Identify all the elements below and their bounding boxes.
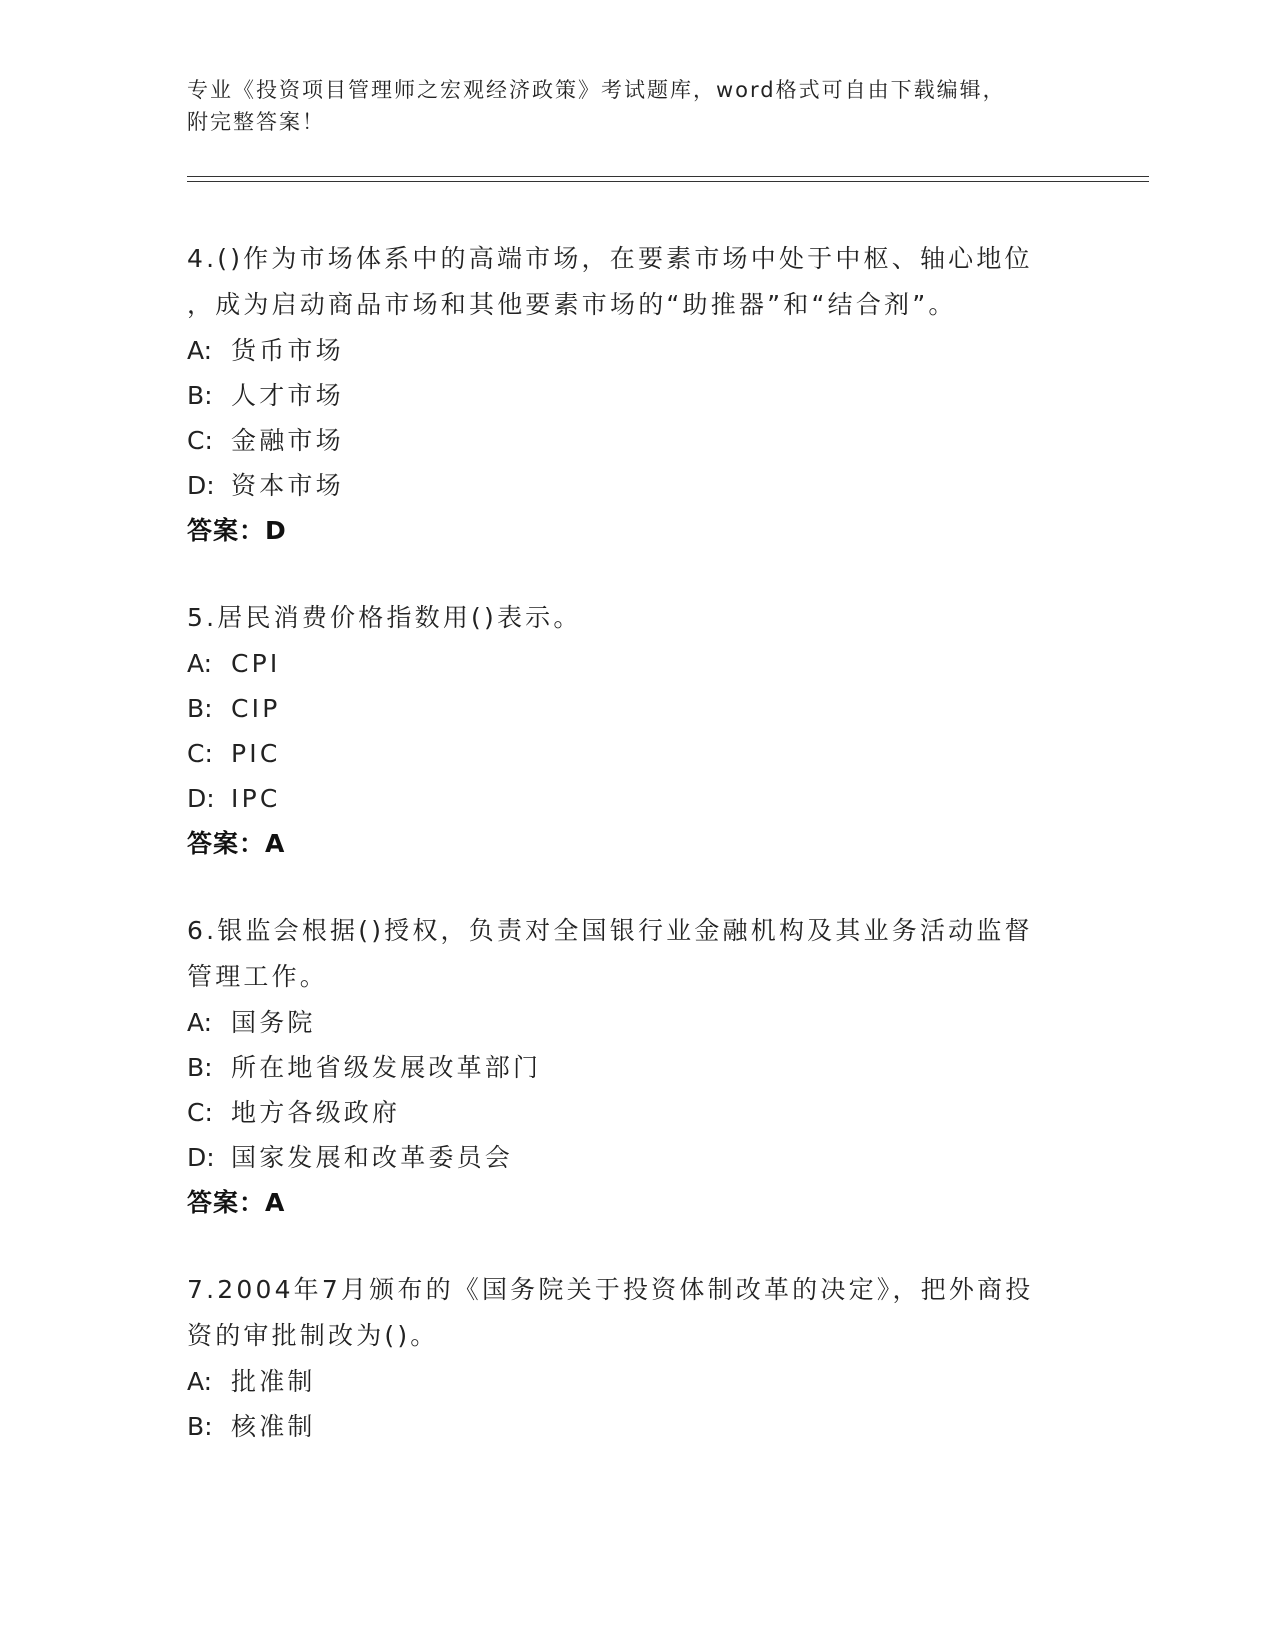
question-list — [187, 236, 1087, 1491]
header-line-2: 附完整答案！ — [187, 110, 325, 134]
stem-line: 7.2004年7月颁布的《国务院关于投资体制改革的决定》，把外商投 — [187, 1275, 1034, 1304]
option-c — [187, 1090, 1087, 1135]
option-text: 人才市场 — [231, 381, 344, 410]
answer-label: 答案：A — [187, 1188, 286, 1217]
option-text: PIC — [231, 739, 281, 768]
question-stem — [187, 1267, 1087, 1359]
option-b — [187, 1045, 1087, 1090]
option-b — [187, 686, 1087, 731]
option-a — [187, 1359, 1087, 1404]
question-4 — [187, 236, 1087, 553]
option-b — [187, 373, 1087, 418]
option-key: B: — [187, 1053, 213, 1082]
question-stem — [187, 595, 1087, 641]
header-line-1: 专业《投资项目管理师之宏观经济政策》考试题库，word格式可自由下载编辑， — [187, 78, 1006, 102]
option-text: CIP — [231, 694, 281, 723]
header-rule-bottom — [187, 181, 1149, 182]
stem-line: 4.()作为市场体系中的高端市场，在要素市场中处于中枢、轴心地位 — [187, 244, 1033, 273]
option-key: C: — [187, 739, 213, 768]
answer-label: 答案：D — [187, 516, 287, 545]
option-key: D: — [187, 784, 215, 813]
option-b — [187, 1404, 1087, 1449]
option-c — [187, 418, 1087, 463]
option-key: B: — [187, 694, 213, 723]
option-key: A: — [187, 1008, 213, 1037]
option-key: A: — [187, 649, 213, 678]
option-text: IPC — [231, 784, 281, 813]
question-7 — [187, 1267, 1087, 1449]
option-a — [187, 1000, 1087, 1045]
option-text: 金融市场 — [231, 426, 344, 455]
answer-label: 答案：A — [187, 829, 286, 858]
question-6 — [187, 908, 1087, 1225]
option-text: 货币市场 — [231, 336, 344, 365]
stem-line: ，成为启动商品市场和其他要素市场的“助推器”和“结合剂”。 — [187, 290, 957, 319]
question-stem — [187, 236, 1087, 328]
stem-line: 管理工作。 — [187, 962, 329, 991]
option-d — [187, 1135, 1087, 1180]
question-stem — [187, 908, 1087, 1000]
option-text: 所在地省级发展改革部门 — [231, 1053, 542, 1082]
option-c — [187, 731, 1087, 776]
option-text: 地方各级政府 — [231, 1098, 401, 1127]
option-d — [187, 776, 1087, 821]
stem-line: 6.银监会根据()授权，负责对全国银行业金融机构及其业务活动监督 — [187, 916, 1033, 945]
option-text: 资本市场 — [231, 471, 344, 500]
option-key: B: — [187, 1412, 213, 1441]
option-key: A: — [187, 1367, 213, 1396]
option-a — [187, 328, 1087, 373]
option-key: C: — [187, 426, 213, 455]
stem-line: 资的审批制改为()。 — [187, 1321, 439, 1350]
option-text: CPI — [231, 649, 281, 678]
option-text: 国家发展和改革委员会 — [231, 1143, 514, 1172]
option-text: 核准制 — [231, 1412, 316, 1441]
option-key: D: — [187, 471, 215, 500]
option-key: B: — [187, 381, 213, 410]
stem-line: 5.居民消费价格指数用()表示。 — [187, 603, 582, 632]
header-rule-top — [187, 176, 1149, 177]
option-text: 批准制 — [231, 1367, 316, 1396]
option-a — [187, 641, 1087, 686]
option-text: 国务院 — [231, 1008, 316, 1037]
option-key: D: — [187, 1143, 215, 1172]
option-d — [187, 463, 1087, 508]
question-5 — [187, 595, 1087, 866]
option-key: A: — [187, 336, 213, 365]
option-key: C: — [187, 1098, 213, 1127]
document-header — [187, 74, 1067, 138]
